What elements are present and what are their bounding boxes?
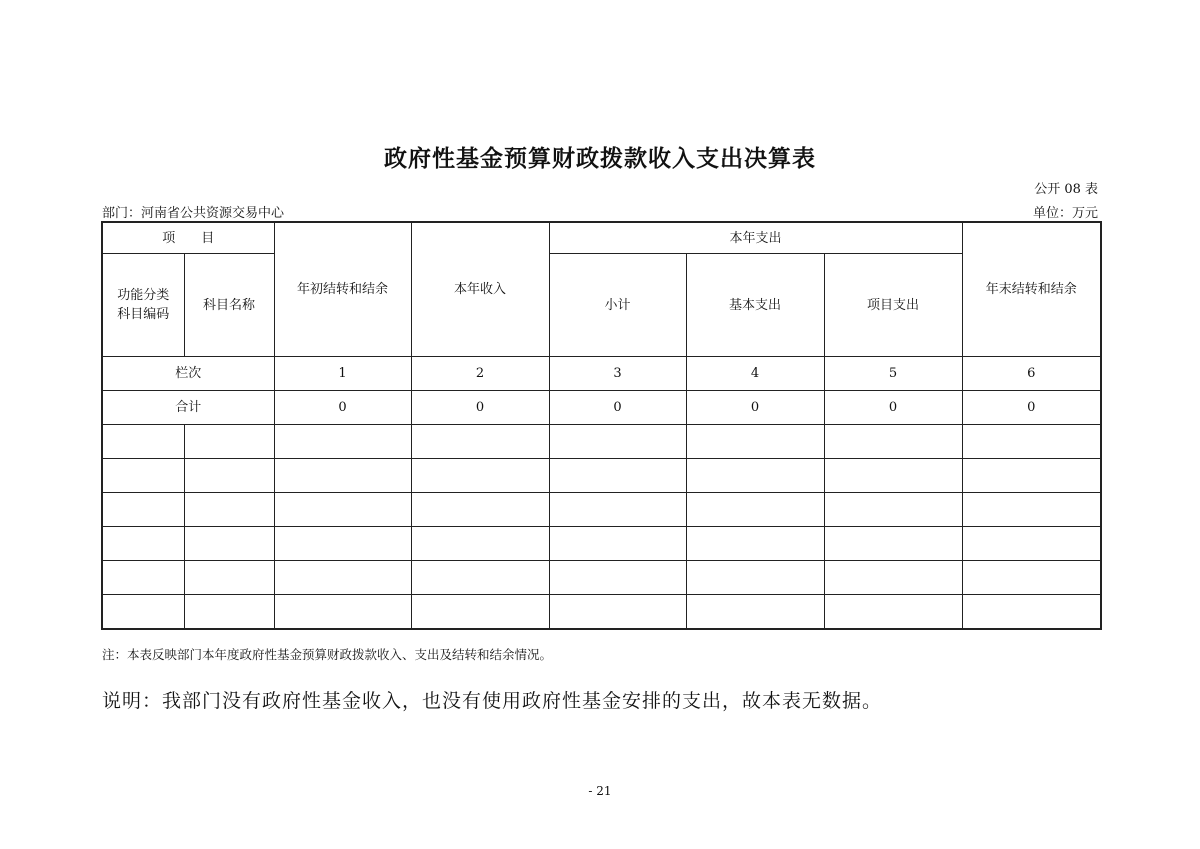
table-cell <box>962 459 1101 493</box>
table-cell: 5 <box>824 357 962 391</box>
table-cell <box>686 425 824 459</box>
table-cell <box>184 561 274 595</box>
table-cell <box>184 595 274 630</box>
table-cell <box>962 425 1101 459</box>
table-cell <box>184 527 274 561</box>
table-cell: 3 <box>549 357 686 391</box>
table-cell <box>549 527 686 561</box>
column-number-row <box>102 357 1101 391</box>
header-subtotal: 小计 <box>549 254 686 357</box>
table-row <box>102 425 1101 459</box>
table-cell <box>274 561 411 595</box>
table-cell <box>549 561 686 595</box>
table-cell <box>274 425 411 459</box>
table-cell <box>411 425 549 459</box>
table-cell <box>962 595 1101 630</box>
table-row <box>102 527 1101 561</box>
table-row <box>102 459 1101 493</box>
table-cell <box>102 493 184 527</box>
table-cell <box>962 527 1101 561</box>
header-func-code: 功能分类 科目编码 <box>102 254 184 357</box>
table-cell <box>549 459 686 493</box>
table-cell: 4 <box>686 357 824 391</box>
table-cell: 1 <box>274 357 411 391</box>
header-project: 项目支出 <box>824 254 962 357</box>
header-expense: 本年支出 <box>549 222 962 254</box>
table-cell: 0 <box>549 391 686 425</box>
table-row <box>102 493 1101 527</box>
table-cell: 0 <box>962 391 1101 425</box>
table-cell <box>549 493 686 527</box>
table-cell <box>411 561 549 595</box>
header-income: 本年收入 <box>411 222 549 357</box>
header-item: 项 目 <box>102 222 274 254</box>
table-cell <box>102 561 184 595</box>
form-code: 公开 08 表 <box>1034 182 1098 197</box>
table-cell <box>686 493 824 527</box>
table-row <box>102 561 1101 595</box>
table-cell <box>824 527 962 561</box>
table-cell <box>824 561 962 595</box>
table-cell <box>549 425 686 459</box>
department-label: 部门：河南省公共资源交易中心 <box>102 206 285 221</box>
table-cell <box>184 425 274 459</box>
table-cell <box>686 527 824 561</box>
table-cell: 6 <box>962 357 1101 391</box>
table-cell <box>411 527 549 561</box>
table-cell <box>549 595 686 630</box>
table-row <box>102 595 1101 630</box>
table-cell <box>102 425 184 459</box>
budget-table <box>101 221 1102 630</box>
table-cell: 2 <box>411 357 549 391</box>
table-cell: 0 <box>686 391 824 425</box>
total-row <box>102 391 1101 425</box>
table-cell <box>686 561 824 595</box>
table-cell <box>274 459 411 493</box>
table-cell <box>962 561 1101 595</box>
table-cell <box>824 459 962 493</box>
header-end-balance: 年末结转和结余 <box>962 222 1101 357</box>
table-cell <box>411 493 549 527</box>
table-cell <box>102 595 184 630</box>
table-cell <box>102 527 184 561</box>
page-number: - 21 <box>588 784 612 798</box>
table-cell <box>274 527 411 561</box>
table-cell: 0 <box>824 391 962 425</box>
table-cell <box>274 493 411 527</box>
table-cell <box>274 595 411 630</box>
header-subject-name: 科目名称 <box>184 254 274 357</box>
table-cell <box>184 459 274 493</box>
table-cell <box>102 459 184 493</box>
table-cell <box>962 493 1101 527</box>
table-cell <box>686 595 824 630</box>
unit-label: 单位：万元 <box>1032 206 1098 221</box>
table-cell <box>824 493 962 527</box>
table-cell <box>184 493 274 527</box>
table-cell: 0 <box>274 391 411 425</box>
table-note: 注：本表反映部门本年度政府性基金预算财政拨款收入、支出及结转和结余情况。 <box>102 647 553 662</box>
explanation-text: 说明：我部门没有政府性基金收入，也没有使用政府性基金安排的支出，故本表无数据。 <box>102 690 883 712</box>
table-cell <box>411 459 549 493</box>
page-title: 政府性基金预算财政拨款收入支出决算表 <box>384 145 816 172</box>
table-cell <box>824 425 962 459</box>
header-basic: 基本支出 <box>686 254 824 357</box>
table-cell <box>686 459 824 493</box>
table-cell: 0 <box>411 391 549 425</box>
header-begin-balance: 年初结转和结余 <box>274 222 411 357</box>
row-label: 合计 <box>102 391 274 425</box>
table-cell <box>824 595 962 630</box>
row-label: 栏次 <box>102 357 274 391</box>
table-cell <box>411 595 549 630</box>
